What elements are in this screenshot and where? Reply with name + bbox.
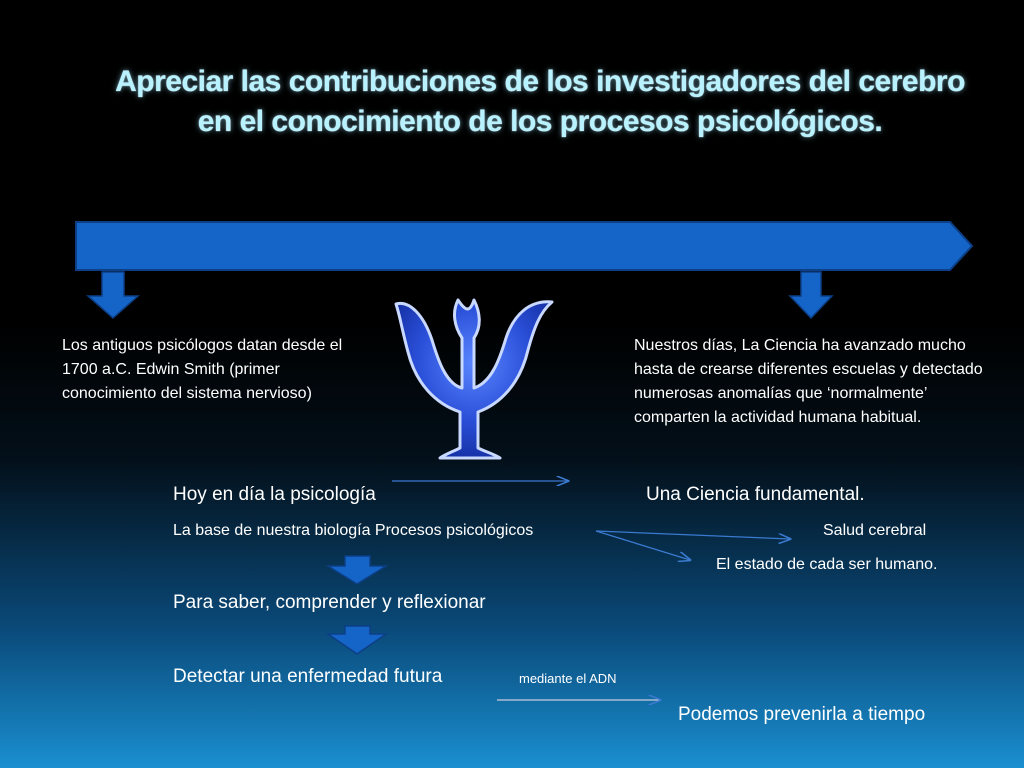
timeline-arrow	[76, 222, 972, 270]
prevenir-label: Podemos prevenirla a tiempo	[678, 704, 926, 725]
connector-estado	[596, 531, 690, 560]
ciencia-label: Una Ciencia fundamental.	[646, 484, 865, 505]
connector-salud	[596, 531, 790, 539]
right-down-arrow	[790, 272, 832, 318]
hoy-label: Hoy en día la psicología	[173, 484, 376, 505]
block-arrow-2	[328, 626, 386, 654]
salud-label: Salud cerebral	[823, 522, 927, 539]
saber-label: Para saber, comprender y reflexionar	[173, 592, 486, 613]
adn-label: mediante el ADN	[519, 671, 617, 686]
left-note: Los antiguos psicólogos datan desde el 1700 a.C. Edwin Smith (primer conocimiento del sistema nervioso)	[62, 337, 343, 402]
left-down-arrow	[88, 272, 138, 318]
base-label: La base de nuestra biología Procesos psicológicos	[173, 522, 534, 539]
psi-icon	[396, 300, 552, 458]
right-note: Nuestros días, La Ciencia ha avanzado mucho hasta de crearse diferentes escuelas y detectado numerosas anomalías que ‘normalmente’ comparten la actividad humana habitual.	[634, 337, 983, 426]
detectar-label: Detectar una enfermedad futura	[173, 666, 443, 687]
block-arrow-1	[328, 556, 386, 584]
estado-label: El estado de cada ser humano.	[716, 556, 938, 573]
page-title: Apreciar las contribuciones de los investigadores del cerebro en el conocimiento de los procesos psicológicos.	[115, 65, 965, 138]
